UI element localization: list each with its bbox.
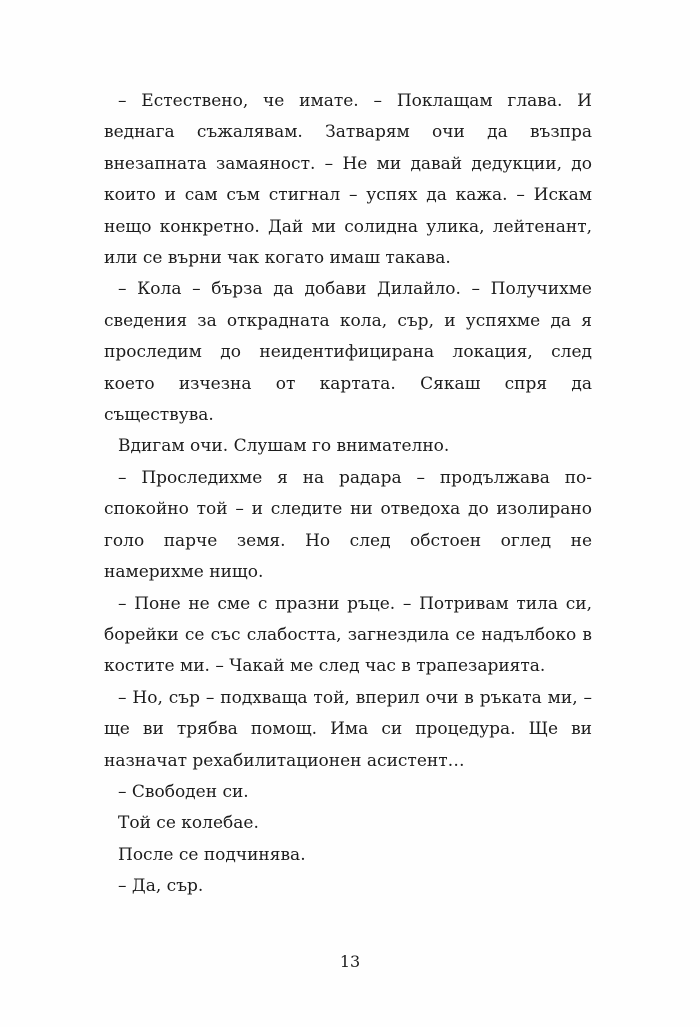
paragraph: – Проследихме я на радара – продължава по-спокойно той – и следите ни отведоха до изолирано голо парче земя. Но след обстоен оглед не намерихме нищо. — [104, 467, 592, 583]
paragraph: – Да, сър. — [118, 876, 204, 897]
body-text — [104, 86, 592, 903]
paragraph: – Кола – бърза да добави Дилайло. – Получихме сведения за открадната кола, сър, и успяхме да я проследим до неидентифицирана локация, след което изчезна от картата. Сякаш спря да съществува. — [104, 279, 592, 426]
paragraph: – Поне не сме с празни ръце. – Потривам тила си, борейки се със слабостта, загнездила се надълбоко в костите ми. – Чакай ме след час в трапезарията. — [104, 593, 592, 677]
paragraph: После се подчинява. — [118, 844, 306, 865]
paragraph: Вдигам очи. Слушам го внимателно. — [118, 436, 450, 457]
paragraph: Той се колебае. — [118, 813, 259, 834]
paragraph: – Но, сър – подхваща той, вперил очи в ръката ми, – ще ви трябва помощ. Има си процедура. Ще ви назначат рехабилитационен асистент… — [104, 687, 592, 771]
page-number: 13 — [339, 952, 361, 971]
paragraph: – Свободен си. — [118, 781, 249, 802]
paragraph: – Естествено, че имате. – Поклащам глава. И веднага съжалявам. Затварям очи да възпра внезапната замаяност. – Не ми давай дедукции, до които и сам съм стигнал – успях да кажа. – Искам нещо конкретно. Дай ми солидна улика, лейтенант, или се върни чак когато имаш такава. — [104, 91, 592, 269]
